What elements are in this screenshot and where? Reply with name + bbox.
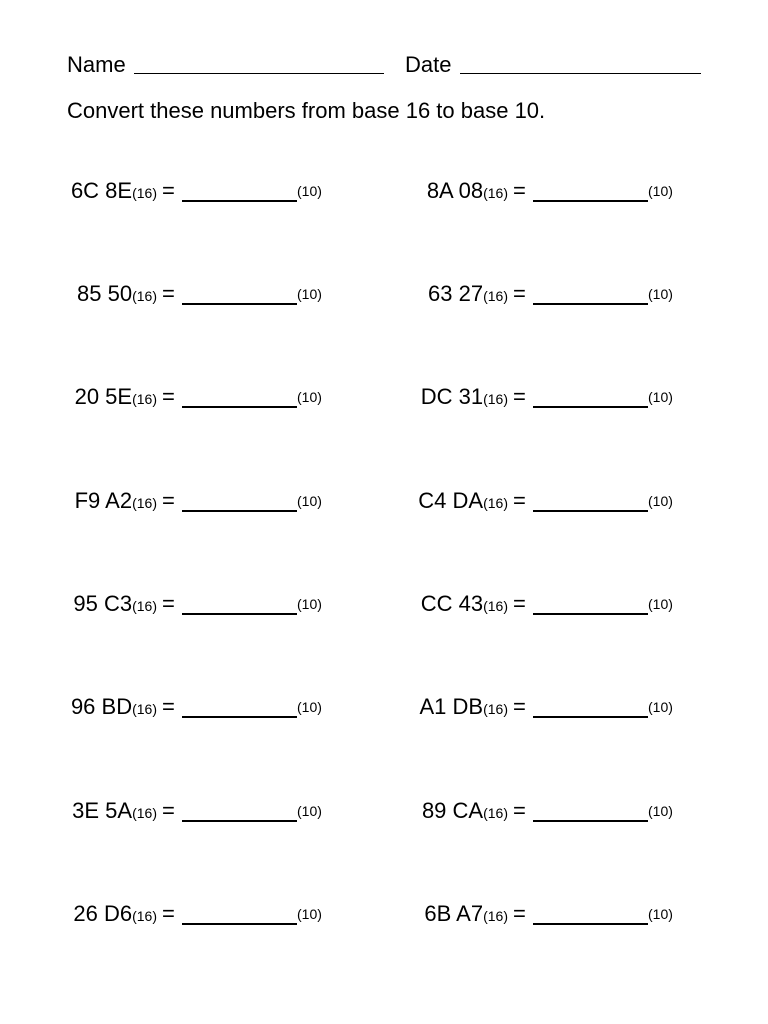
hex-number (421, 384, 508, 412)
hex-number (418, 488, 508, 516)
target-base-label: (10) (648, 493, 673, 509)
hex-number (421, 591, 508, 619)
source-base-label: (16) (132, 908, 157, 924)
target-base-label: (10) (648, 389, 673, 405)
equals-sign: = (162, 901, 175, 926)
hex-value: 26 D6 (73, 901, 133, 926)
source-base-label: (16) (132, 288, 157, 304)
answer-blank[interactable] (533, 406, 648, 408)
answer-blank[interactable] (533, 923, 648, 925)
date-field[interactable] (460, 73, 701, 74)
hex-value: 20 5E (74, 384, 133, 409)
hex-value: CC 43 (420, 591, 484, 616)
problem-right-2 (0, 281, 508, 311)
target-base-label: (10) (648, 803, 673, 819)
worksheet-header (67, 52, 707, 80)
equals-sign: = (513, 901, 526, 926)
target-base-label: (10) (297, 493, 322, 509)
hex-value: 6B A7 (424, 901, 484, 926)
hex-value: 6C 8E (70, 178, 133, 203)
target-base-label: (10) (648, 906, 673, 922)
target-base-label: (10) (648, 286, 673, 302)
target-base-label: (10) (297, 596, 322, 612)
target-base-label: (10) (297, 906, 322, 922)
hex-value: 95 C3 (73, 591, 133, 616)
equals-sign: = (162, 178, 175, 203)
hex-number (428, 281, 508, 309)
hex-value: 85 50 (77, 281, 133, 306)
equals-sign: = (162, 384, 175, 409)
equals-sign: = (162, 281, 175, 306)
problem-right-5 (0, 591, 508, 621)
equals-sign: = (513, 384, 526, 409)
equals-sign: = (162, 488, 175, 513)
source-base-label: (16) (132, 598, 157, 614)
target-base-label: (10) (648, 699, 673, 715)
problem-right-8 (0, 901, 508, 931)
hex-value: 8A 08 (426, 178, 484, 203)
hex-number (422, 798, 508, 826)
problem-right-7 (0, 798, 508, 828)
source-base-label: (16) (132, 805, 157, 821)
target-base-label: (10) (297, 803, 322, 819)
instructions-text: Convert these numbers from base 16 to base 10. (67, 98, 546, 123)
equals-sign: = (513, 694, 526, 719)
target-base-label: (10) (648, 183, 673, 199)
hex-value: 63 27 (428, 281, 484, 306)
hex-value: 3E 5A (72, 798, 133, 823)
hex-value: 89 CA (421, 798, 484, 823)
target-base-label: (10) (297, 183, 322, 199)
hex-number (427, 178, 508, 206)
target-base-label: (10) (297, 389, 322, 405)
target-base-label: (10) (648, 596, 673, 612)
problem-right-4 (0, 488, 508, 518)
name-label: Name (67, 52, 126, 77)
source-base-label: (16) (132, 495, 157, 511)
target-base-label: (10) (297, 286, 322, 302)
equals-sign: = (513, 178, 526, 203)
source-base-label: (16) (483, 185, 508, 201)
hex-value: C4 DA (418, 488, 484, 513)
problem-right-1 (0, 178, 508, 208)
hex-value: 96 BD (70, 694, 133, 719)
problem-right-3 (0, 384, 508, 414)
equals-sign: = (513, 591, 526, 616)
hex-number (420, 694, 509, 722)
source-base-label: (16) (483, 495, 508, 511)
answer-blank[interactable] (533, 200, 648, 202)
equals-sign: = (162, 694, 175, 719)
source-base-label: (16) (132, 185, 157, 201)
source-base-label: (16) (483, 288, 508, 304)
answer-blank[interactable] (533, 820, 648, 822)
source-base-label: (16) (132, 391, 157, 407)
equals-sign: = (162, 591, 175, 616)
answer-blank[interactable] (533, 613, 648, 615)
equals-sign: = (513, 281, 526, 306)
source-base-label: (16) (483, 908, 508, 924)
equals-sign: = (513, 488, 526, 513)
source-base-label: (16) (132, 701, 157, 717)
answer-blank[interactable] (533, 303, 648, 305)
answer-blank[interactable] (533, 510, 648, 512)
answer-blank[interactable] (533, 716, 648, 718)
source-base-label: (16) (483, 701, 508, 717)
name-field[interactable] (134, 73, 384, 74)
equals-sign: = (162, 798, 175, 823)
date-label: Date (405, 52, 452, 77)
hex-value: DC 31 (420, 384, 484, 409)
hex-value: A1 DB (419, 694, 484, 719)
source-base-label: (16) (483, 598, 508, 614)
hex-number (424, 901, 508, 929)
source-base-label: (16) (483, 805, 508, 821)
source-base-label: (16) (483, 391, 508, 407)
target-base-label: (10) (297, 699, 322, 715)
equals-sign: = (513, 798, 526, 823)
hex-value: F9 A2 (74, 488, 133, 513)
problem-right-6 (0, 694, 508, 724)
